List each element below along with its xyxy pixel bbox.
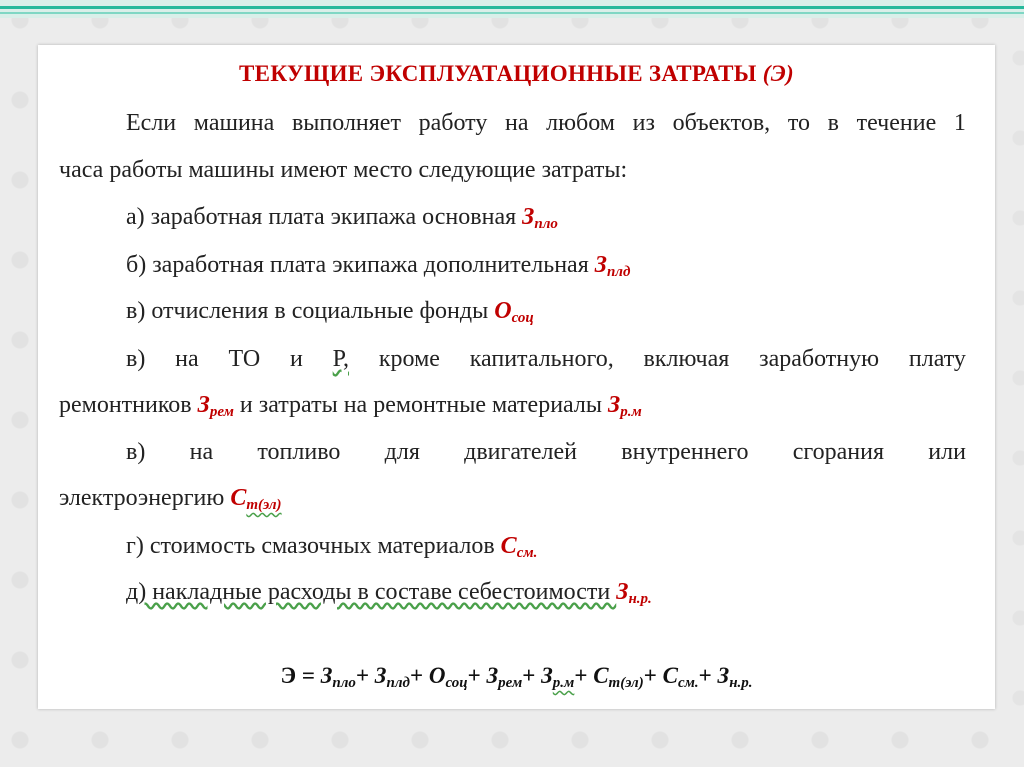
symbol-letter: С bbox=[500, 533, 517, 559]
symbol-subscript: р.м bbox=[620, 404, 642, 420]
repair-word: Р, bbox=[332, 346, 350, 372]
formula-term bbox=[541, 663, 575, 691]
intro-word: из bbox=[632, 110, 655, 136]
item-d-symbol bbox=[616, 579, 652, 605]
symbol-subscript: т(эл) bbox=[246, 497, 282, 513]
item-b-symbol bbox=[595, 252, 631, 278]
formula-lhs: Э bbox=[280, 663, 297, 688]
formula-term bbox=[428, 663, 468, 691]
fuel-word: топливо bbox=[257, 439, 341, 465]
item-v-repair-line-1 bbox=[126, 346, 966, 373]
item-d bbox=[126, 579, 652, 608]
slide-page bbox=[38, 45, 995, 709]
intro-word: объектов, bbox=[672, 110, 771, 136]
term-subscript: н.р. bbox=[729, 675, 753, 691]
symbol-subscript: см. bbox=[516, 545, 538, 561]
item-b bbox=[126, 252, 630, 281]
slide-title-text: ТЕКУЩИЕ ЭКСПЛУАТАЦИОННЫЕ ЗАТРАТЫ bbox=[239, 61, 757, 86]
symbol-letter: З bbox=[616, 579, 629, 605]
repair-word: в) bbox=[126, 346, 146, 372]
top-decorative-bar bbox=[0, 0, 1024, 18]
item-v-social-text: в) отчисления в социальные фонды bbox=[126, 298, 495, 324]
symbol-subscript: рем bbox=[209, 404, 234, 420]
formula-plus: + bbox=[522, 663, 542, 688]
repair-word: и bbox=[290, 346, 303, 372]
item-d-text: д) накладные расходы в составе себестоимости bbox=[126, 579, 617, 605]
intro-word: работу bbox=[418, 110, 488, 136]
intro-line-1 bbox=[126, 110, 966, 137]
formula-plus: + bbox=[467, 663, 487, 688]
symbol-subscript: н.р. bbox=[628, 591, 652, 607]
repair-word: плату bbox=[908, 346, 966, 372]
intro-word: течение bbox=[856, 110, 937, 136]
symbol-letter: З bbox=[197, 392, 210, 418]
formula-term bbox=[662, 663, 699, 691]
term-letter: З bbox=[374, 663, 387, 688]
intro-word: в bbox=[827, 110, 839, 136]
repair-word: кроме bbox=[378, 346, 440, 372]
term-subscript: т(эл) bbox=[608, 675, 644, 691]
fuel-symbol bbox=[230, 485, 281, 511]
formula-term bbox=[374, 663, 410, 691]
term-letter: З bbox=[486, 663, 499, 688]
term-subscript: р.м bbox=[552, 675, 575, 691]
fuel-word: для bbox=[384, 439, 420, 465]
symbol-subscript: плд bbox=[606, 264, 631, 280]
item-a-symbol bbox=[522, 204, 558, 230]
symbol-letter: О bbox=[494, 298, 512, 324]
intro-word: на bbox=[504, 110, 529, 136]
formula-plus: + bbox=[355, 663, 375, 688]
term-letter: О bbox=[428, 663, 446, 688]
symbol-subscript: пло bbox=[534, 216, 558, 232]
formula-equals: = bbox=[296, 663, 321, 688]
formula-term bbox=[717, 663, 753, 691]
intro-word: 1 bbox=[953, 110, 966, 136]
intro-word: машина bbox=[193, 110, 275, 136]
item-g-symbol bbox=[501, 533, 538, 559]
item-v-fuel-line-2 bbox=[59, 485, 282, 514]
total-cost-formula bbox=[38, 663, 995, 692]
symbol-subscript: соц bbox=[511, 310, 534, 326]
symbol-letter: З bbox=[522, 204, 535, 230]
repair-word: ТО bbox=[228, 346, 261, 372]
intro-word: выполняет bbox=[291, 110, 401, 136]
item-v-social-symbol bbox=[494, 298, 533, 324]
term-letter: З bbox=[717, 663, 730, 688]
intro-word: то bbox=[787, 110, 810, 136]
slide-title bbox=[38, 61, 995, 87]
term-letter: З bbox=[320, 663, 333, 688]
intro-word: Если bbox=[126, 110, 177, 136]
repair-symbol-2 bbox=[608, 392, 642, 418]
formula-plus: + bbox=[698, 663, 718, 688]
formula-plus: + bbox=[409, 663, 429, 688]
intro-line-2: часа работы машины имеют место следующие затраты: bbox=[59, 157, 628, 183]
formula-term bbox=[486, 663, 523, 691]
term-subscript: см. bbox=[677, 675, 699, 691]
slide-title-symbol: (Э) bbox=[762, 61, 794, 86]
fuel-word: внутреннего bbox=[621, 439, 749, 465]
item-a-text: а) заработная плата экипажа основная bbox=[126, 204, 523, 230]
repair-word: заработную bbox=[759, 346, 880, 372]
formula-term bbox=[320, 663, 356, 691]
repair-line2-a: ремонтников bbox=[59, 392, 198, 418]
symbol-letter: С bbox=[230, 485, 247, 511]
formula-plus: + bbox=[643, 663, 663, 688]
repair-symbol-1 bbox=[198, 392, 234, 418]
term-letter: С bbox=[662, 663, 678, 688]
item-v-fuel-line-1 bbox=[126, 439, 966, 466]
formula-term bbox=[593, 663, 644, 691]
term-subscript: пло bbox=[332, 675, 356, 691]
term-subscript: соц bbox=[445, 675, 468, 691]
repair-word: включая bbox=[643, 346, 730, 372]
item-g bbox=[126, 533, 537, 562]
fuel-word: или bbox=[928, 439, 966, 465]
item-g-text: г) стоимость смазочных материалов bbox=[126, 533, 501, 559]
fuel-word: на bbox=[189, 439, 214, 465]
fuel-word: в) bbox=[126, 439, 146, 465]
term-letter: С bbox=[593, 663, 609, 688]
item-v-social bbox=[126, 298, 534, 327]
fuel-word: сгорания bbox=[792, 439, 885, 465]
item-a bbox=[126, 204, 558, 233]
formula-plus: + bbox=[574, 663, 594, 688]
symbol-letter: З bbox=[608, 392, 621, 418]
item-b-text: б) заработная плата экипажа дополнительная bbox=[126, 252, 595, 278]
term-letter: З bbox=[541, 663, 553, 688]
repair-line2-b: и затраты на ремонтные материалы bbox=[233, 392, 608, 418]
repair-word: на bbox=[175, 346, 199, 372]
symbol-letter: З bbox=[594, 252, 607, 278]
fuel-line2-text: электроэнергию bbox=[59, 485, 231, 511]
repair-word: капитального, bbox=[469, 346, 614, 372]
item-v-repair-line-2 bbox=[59, 392, 642, 421]
intro-word: любом bbox=[546, 110, 615, 136]
term-subscript: плд bbox=[386, 675, 410, 691]
fuel-word: двигателей bbox=[464, 439, 578, 465]
term-subscript: рем bbox=[498, 675, 523, 691]
